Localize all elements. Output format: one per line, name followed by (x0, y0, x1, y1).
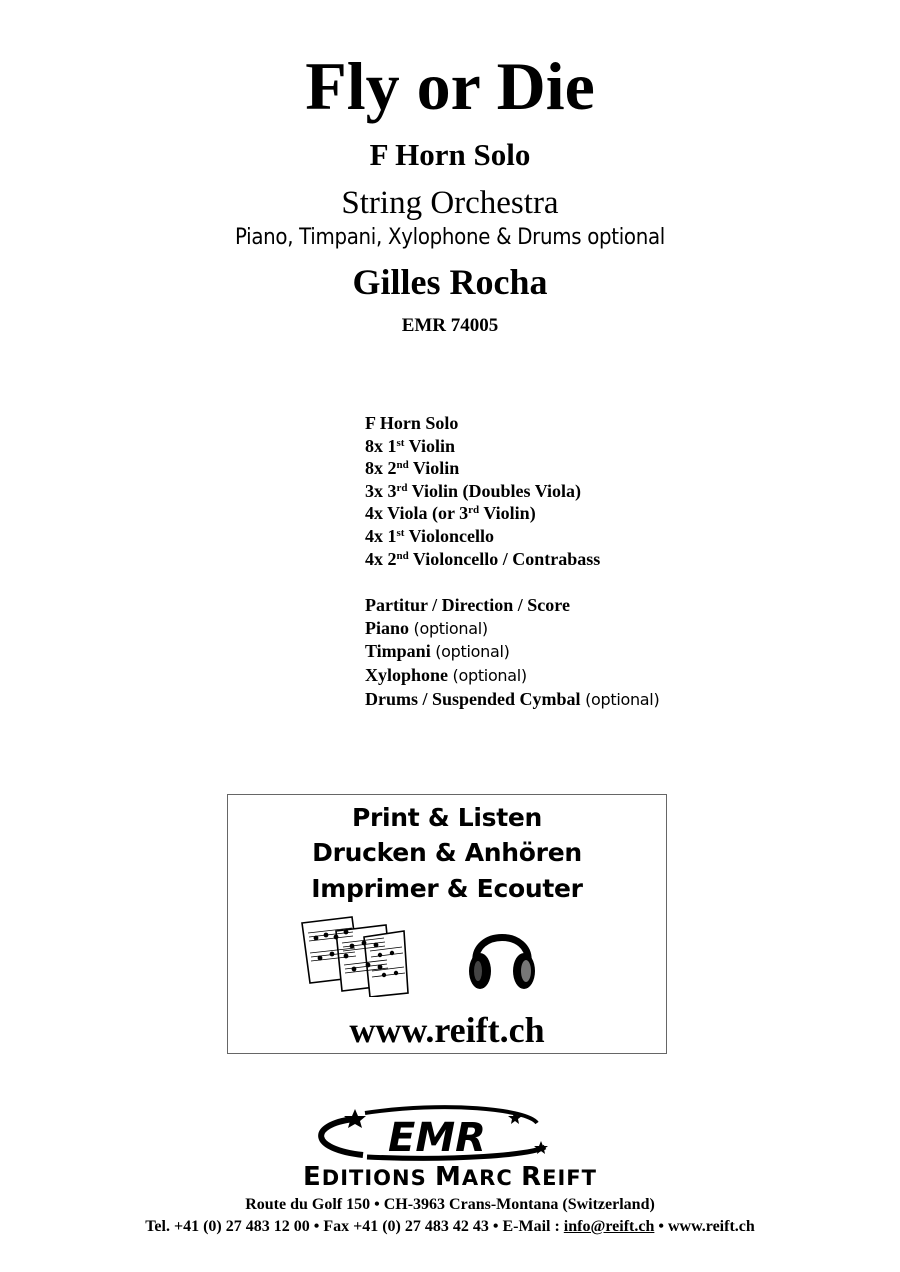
part-cello-1: 4x 1st Violoncello (365, 525, 494, 546)
instrumentation-list (365, 412, 659, 711)
part-cello-2: 4x 2nd Violoncello / Contrabass (365, 548, 601, 569)
title: Fly or Die (305, 48, 595, 124)
part-viola: 4x Viola (or 3rd Violin) (365, 503, 536, 524)
promo-line-drucken: Drucken & Anhören (312, 838, 582, 867)
publisher-name: EDITIONS MARC REIFT (303, 1162, 597, 1192)
part-xylophone: Xylophone (optional) (365, 664, 527, 685)
optional-instruments: Piano, Timpani, Xylophone & Drums optional (234, 225, 666, 250)
emr-logo (305, 1103, 565, 1163)
sheet-music-icon (300, 913, 412, 997)
promo-line-print-listen: Print & Listen (351, 803, 543, 832)
part-violin-1: 8x 1st Violin (365, 435, 455, 456)
composer: Gilles Rocha (352, 262, 548, 302)
promo-line-imprimer: Imprimer & Ecouter (311, 874, 583, 903)
solo-instrument: F Horn Solo (369, 137, 531, 172)
emr-logo-text: EMR (388, 1115, 486, 1161)
catalog-number: EMR 74005 (401, 315, 499, 336)
part-violin-2: 8x 2nd Violin (365, 458, 460, 479)
website-link[interactable]: www.reift.ch (349, 1010, 545, 1050)
part-horn: F Horn Solo (365, 413, 459, 433)
publisher-address: Route du Golf 150 • CH-3963 Crans-Montana (Switzerland) (245, 1196, 655, 1213)
ensemble: String Orchestra (341, 185, 559, 221)
publisher-contact: Tel. +41 (0) 27 483 12 00 • Fax +41 (0) 27 483 42 43 • E-Mail : info@reift.ch • www.reift.ch (145, 1218, 755, 1235)
part-timpani: Timpani (optional) (365, 641, 510, 662)
headphones-icon (466, 919, 538, 995)
part-piano: Piano (optional) (365, 617, 488, 638)
part-drums: Drums / Suspended Cymbal (optional) (365, 688, 660, 709)
print-listen-box (227, 794, 667, 1054)
part-violin-3: 3x 3rd Violin (Doubles Viola) (365, 480, 582, 501)
part-score: Partitur / Direction / Score (365, 595, 570, 616)
email-link[interactable]: info@reift.ch (563, 1218, 655, 1235)
